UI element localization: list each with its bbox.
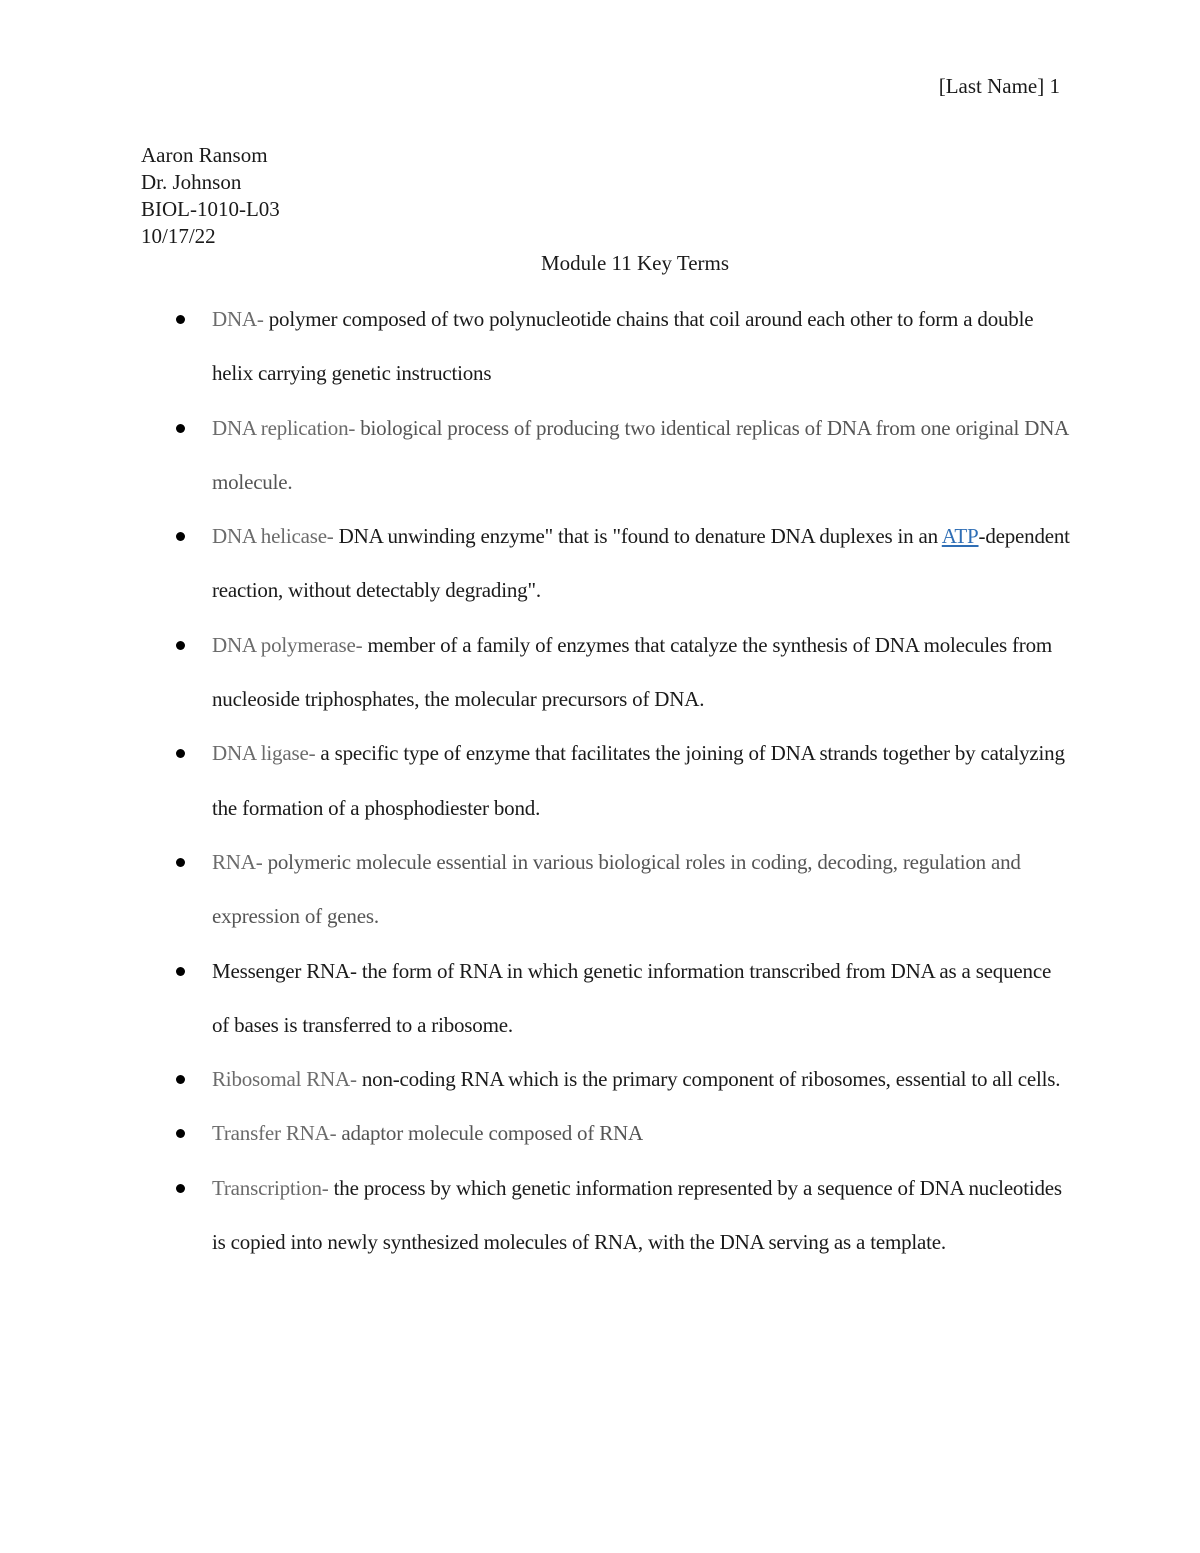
term-label: Messenger RNA- — [212, 958, 357, 983]
bullet-icon — [176, 424, 185, 433]
list-item — [0, 835, 1200, 944]
list-item — [0, 509, 1200, 618]
instructor-name: Dr. Johnson — [141, 170, 242, 194]
list-item — [0, 292, 1200, 401]
term-label: DNA- — [212, 307, 264, 331]
bullet-icon — [176, 641, 185, 650]
list-item — [0, 1161, 1200, 1270]
term-definition: biological process of producing two identical replicas of DNA from one original DNA molecule. — [212, 415, 1068, 494]
bullet-icon — [176, 532, 185, 541]
term-definition: the form of RNA in which genetic information transcribed from DNA as a sequence of bases is transferred to a ribosome. — [212, 958, 1052, 1037]
term-label: Transfer RNA- — [212, 1121, 337, 1146]
term-definition-continued: -dependent reaction, without detectably degrading". — [212, 524, 1070, 603]
bullet-icon — [176, 858, 185, 867]
term-definition: adaptor molecule composed of RNA — [336, 1121, 643, 1146]
term-label: DNA ligase- — [212, 741, 316, 766]
author-name: Aaron Ransom — [141, 143, 268, 167]
list-item — [0, 944, 1200, 1053]
bullet-icon — [176, 315, 185, 324]
term-label: DNA replication- — [212, 415, 356, 440]
term-definition: DNA unwinding enzyme" that is "found to denature DNA duplexes in an — [333, 524, 942, 549]
list-item — [0, 1052, 1200, 1106]
term-label: Transcription- — [212, 1175, 329, 1200]
document-title: Module 11 Key Terms — [540, 251, 730, 275]
bullet-icon — [176, 749, 185, 758]
term-label: DNA polymerase- — [212, 632, 363, 657]
list-item — [0, 401, 1200, 510]
atp-link[interactable]: ATP — [941, 524, 979, 549]
course-code: BIOL-1010-L03 — [141, 197, 280, 221]
term-definition: member of a family of enzymes that catalyze the synthesis of DNA molecules from nucleoside triphosphates, the molecular precursors of DNA. — [212, 632, 1053, 712]
term-definition: non-coding RNA which is the primary component of ribosomes, essential to all cells. — [356, 1067, 1061, 1092]
page-header-label: [Last Name] 1 — [938, 74, 1060, 98]
date: 10/17/22 — [141, 224, 216, 248]
term-definition: a specific type of enzyme that facilitates the joining of DNA strands together by catalyzing the formation of a phosphodiester bond. — [212, 741, 1065, 820]
term-definition: the process by which genetic information represented by a sequence of DNA nucleotides is copied into newly synthesized molecules of RNA, with the DNA serving as a template. — [212, 1175, 1062, 1255]
bullet-icon — [176, 1129, 185, 1138]
list-item — [0, 1106, 1200, 1160]
list-item — [0, 726, 1200, 835]
bullet-icon — [176, 1075, 185, 1084]
bullet-icon — [176, 1184, 185, 1193]
list-item — [0, 618, 1200, 727]
key-terms-list — [0, 292, 1200, 1269]
term-label: RNA- — [212, 849, 263, 874]
term-label: DNA helicase- — [212, 524, 334, 549]
bullet-icon — [176, 967, 185, 976]
term-definition: polymer composed of two polynucleotide chains that coil around each other to form a double helix carrying genetic instructions — [212, 307, 1034, 386]
term-label: Ribosomal RNA- — [212, 1067, 357, 1092]
mla-heading — [141, 142, 280, 250]
term-definition: polymeric molecule essential in various biological roles in coding, decoding, regulation and expression of genes. — [212, 849, 1021, 929]
